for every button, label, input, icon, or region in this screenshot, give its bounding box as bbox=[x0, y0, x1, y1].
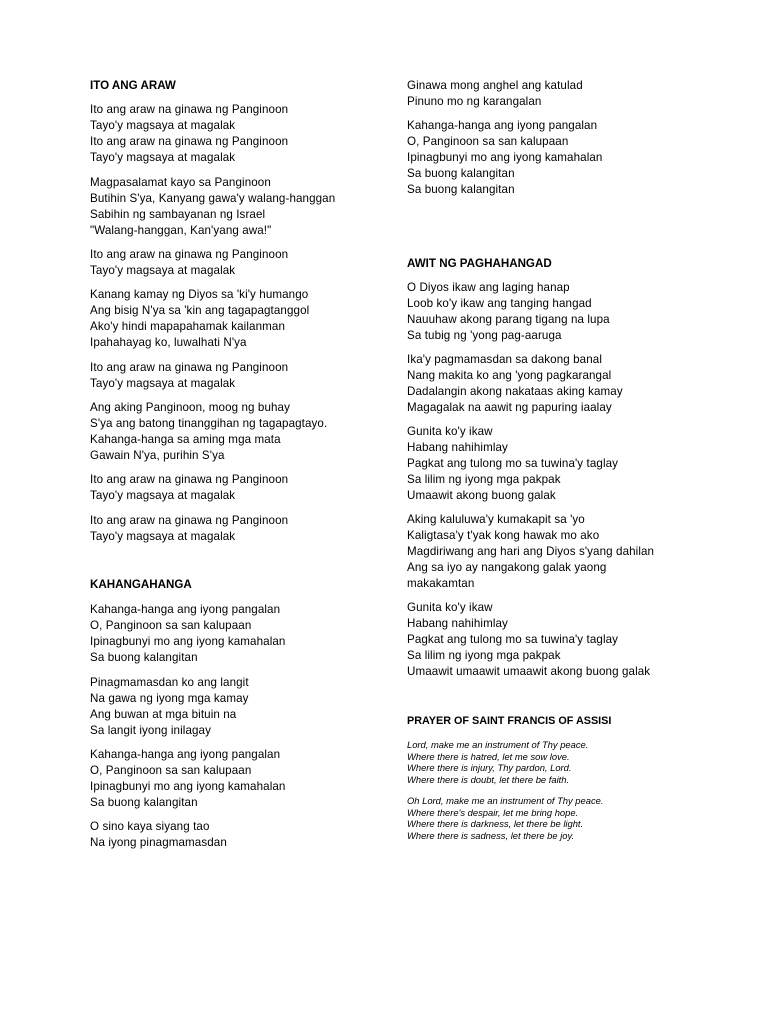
lyric-line: Nang makita ko ang 'yong pagkarangal bbox=[407, 369, 612, 382]
lyric-line: Tayo'y magsaya at magalak bbox=[90, 377, 236, 390]
lyric-line: Kahanga-hanga sa aming mga mata bbox=[90, 433, 281, 446]
lyric-line: Pinuno mo ng karangalan bbox=[407, 95, 542, 108]
lyric-line: Ipinagbunyi mo ang iyong kamahalan bbox=[90, 780, 286, 793]
stanza bbox=[90, 513, 288, 545]
lyric-line: Ito ang araw na ginawa ng Panginoon bbox=[90, 248, 289, 261]
lyric-line: Pinagmamasdan ko ang langit bbox=[90, 676, 249, 689]
lyric-line: O Diyos ikaw ang laging hanap bbox=[407, 281, 570, 294]
lyric-line: Tayo'y magsaya at magalak bbox=[90, 119, 236, 132]
lyric-line: Pagkat ang tulong mo sa tuwina'y taglay bbox=[407, 633, 619, 646]
prayer-line: Where there is hatred, let me sow love. bbox=[407, 750, 570, 762]
lyric-line: Ipinagbunyi mo ang iyong kamahalan bbox=[407, 151, 603, 164]
stanza bbox=[90, 175, 335, 239]
lyric-line: Sa buong kalangitan bbox=[90, 651, 198, 664]
lyric-line: Kahanga-hanga ang iyong pangalan bbox=[90, 603, 281, 616]
prayer-stanza bbox=[407, 739, 588, 785]
lyric-line: O, Panginoon sa san kalupaan bbox=[90, 764, 252, 777]
lyric-line: Na gawa ng iyong mga kamay bbox=[90, 692, 249, 705]
lyric-line: Ang buwan at mga bituin na bbox=[90, 708, 237, 721]
lyric-line: Kahanga-hanga ang iyong pangalan bbox=[90, 748, 281, 761]
lyric-line: Sa tubig ng 'yong pag-aaruga bbox=[407, 329, 562, 342]
stanza bbox=[407, 352, 623, 416]
song-title-kahangahanga: KAHANGAHANGA bbox=[90, 578, 192, 591]
stanza bbox=[90, 602, 285, 666]
prayer-line: Where there is doubt, let there be faith. bbox=[407, 773, 570, 785]
lyric-line: Loob ko'y ikaw ang tanging hangad bbox=[407, 297, 592, 310]
lyric-line: Ako'y hindi mapapahamak kailanman bbox=[90, 320, 285, 333]
lyric-line: Tayo'y magsaya at magalak bbox=[90, 489, 236, 502]
lyric-line: Tayo'y magsaya at magalak bbox=[90, 264, 236, 277]
lyric-line: Aking kaluluwa'y kumakapit sa 'yo bbox=[407, 513, 585, 526]
stanza bbox=[407, 78, 583, 110]
lyric-line: O, Panginoon sa san kalupaan bbox=[90, 619, 252, 632]
lyric-line: Nauuhaw akong parang tigang na lupa bbox=[407, 313, 610, 326]
lyric-line: O, Panginoon sa san kalupaan bbox=[407, 135, 569, 148]
lyric-line: Na iyong pinagmamasdan bbox=[90, 836, 227, 849]
stanza bbox=[90, 360, 288, 392]
lyric-line: Habang nahihimlay bbox=[407, 441, 508, 454]
lyric-line: Sa lilim ng iyong mga pakpak bbox=[407, 649, 561, 662]
lyric-line: O sino kaya siyang tao bbox=[90, 820, 210, 833]
lyric-line: Ito ang araw na ginawa ng Panginoon bbox=[90, 473, 289, 486]
stanza bbox=[90, 819, 227, 851]
prayer-line: Oh Lord, make me an instrument of Thy peace. bbox=[407, 795, 604, 806]
stanza bbox=[407, 280, 610, 344]
lyric-line: Gawain N'ya, purihin S'ya bbox=[90, 449, 225, 462]
prayer-line: Where there is darkness, let there be light. bbox=[407, 818, 584, 829]
lyric-line: Sabihin ng sambayanan ng Israel bbox=[90, 208, 266, 221]
lyric-line: Kanang kamay ng Diyos sa 'ki'y humango bbox=[90, 288, 309, 301]
lyric-line: makakamtan bbox=[407, 577, 475, 590]
lyric-line: "Walang-hanggan, Kan'yang awa!" bbox=[90, 224, 272, 237]
stanza bbox=[90, 675, 249, 739]
stanza bbox=[90, 102, 288, 166]
lyric-line: Ang sa iyo ay nangakong galak yaong bbox=[407, 561, 607, 574]
lyric-line: Dadalangin akong nakataas aking kamay bbox=[407, 385, 623, 398]
lyric-line: Kahanga-hanga ang iyong pangalan bbox=[407, 119, 598, 132]
lyric-line: Sa buong kalangitan bbox=[407, 183, 515, 196]
lyric-line: Umaawit akong buong galak bbox=[407, 489, 556, 502]
stanza bbox=[90, 247, 288, 279]
lyric-line: Magdiriwang ang hari ang Diyos s'yang dahilan bbox=[407, 545, 655, 558]
stanza bbox=[407, 424, 618, 504]
prayer-line: Where there's despair, let me bring hope. bbox=[407, 806, 579, 818]
lyric-line: Sa langit iyong inilagay bbox=[90, 724, 211, 737]
lyric-line: Ito ang araw na ginawa ng Panginoon bbox=[90, 135, 289, 148]
lyric-line: Pagkat ang tulong mo sa tuwina'y taglay bbox=[407, 457, 619, 470]
lyric-line: Tayo'y magsaya at magalak bbox=[90, 151, 236, 164]
lyric-line: Magagalak na aawit ng papuring iaalay bbox=[407, 401, 612, 414]
lyric-line: Ang aking Panginoon, moog ng buhay bbox=[90, 401, 291, 414]
stanza bbox=[407, 600, 650, 680]
stanza bbox=[407, 512, 654, 592]
stanza bbox=[90, 472, 288, 504]
lyric-line: Ito ang araw na ginawa ng Panginoon bbox=[90, 514, 289, 527]
stanza bbox=[407, 118, 602, 198]
stanza bbox=[90, 287, 309, 351]
lyric-line: Sa buong kalangitan bbox=[90, 796, 198, 809]
lyric-line: Tayo'y magsaya at magalak bbox=[90, 530, 236, 543]
song-title-ito-ang-araw: ITO ANG ARAW bbox=[90, 79, 176, 92]
prayer-line: Where there is sadness, let there be joy. bbox=[407, 829, 575, 841]
lyric-line: Habang nahihimlay bbox=[407, 617, 508, 630]
prayer-line: Lord, make me an instrument of Thy peace. bbox=[407, 739, 589, 750]
lyric-line: Sa lilim ng iyong mga pakpak bbox=[407, 473, 561, 486]
prayer-stanza bbox=[407, 795, 603, 841]
lyric-line: Butihin S'ya, Kanyang gawa'y walang-hanggan bbox=[90, 192, 336, 205]
stanza bbox=[90, 400, 327, 464]
lyric-line: Sa buong kalangitan bbox=[407, 167, 515, 180]
lyric-line: Ipinagbunyi mo ang iyong kamahalan bbox=[90, 635, 286, 648]
prayer-title: PRAYER OF SAINT FRANCIS OF ASSISI bbox=[407, 715, 612, 727]
lyric-line: Magpasalamat kayo sa Panginoon bbox=[90, 176, 271, 189]
lyric-line: Gunita ko'y ikaw bbox=[407, 601, 493, 614]
lyric-line: Ika'y pagmamasdan sa dakong banal bbox=[407, 353, 603, 366]
stanza bbox=[90, 747, 285, 811]
lyric-line: Gunita ko'y ikaw bbox=[407, 425, 493, 438]
lyric-line: Ipahahayag ko, luwalhati N'ya bbox=[90, 336, 247, 349]
lyric-line: Ginawa mong anghel ang katulad bbox=[407, 79, 583, 92]
prayer-line: Where there is injury, Thy pardon, Lord. bbox=[407, 762, 572, 773]
lyric-line: Ito ang araw na ginawa ng Panginoon bbox=[90, 361, 289, 374]
lyric-line: Umaawit umaawit umaawit akong buong galak bbox=[407, 665, 651, 678]
lyric-line: Ito ang araw na ginawa ng Panginoon bbox=[90, 103, 289, 116]
lyric-line: Ang bisig N'ya sa 'kin ang tagapagtanggol bbox=[90, 304, 310, 317]
song-title-awit-ng-paghahangad: AWIT NG PAGHAHANGAD bbox=[407, 257, 552, 270]
lyric-line: Kaligtasa'y t'yak kong hawak mo ako bbox=[407, 529, 600, 542]
lyric-line: S'ya ang batong tinanggihan ng tagapagtayo. bbox=[90, 417, 328, 430]
